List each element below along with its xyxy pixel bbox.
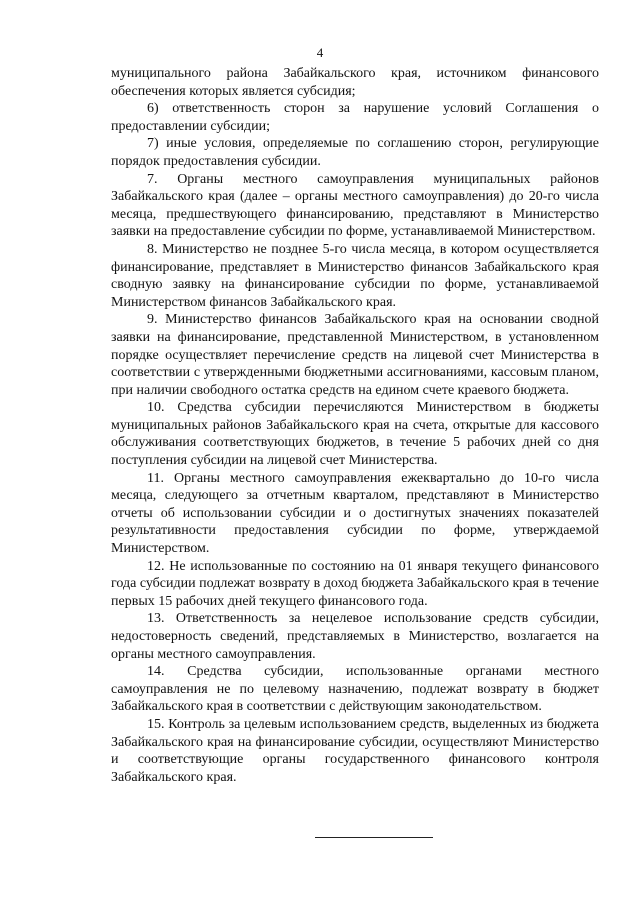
paragraph-13: 13. Ответственность за нецелевое использование средств субсидии, недостоверность сведений, представляемых в Министерство, возлагается на органы местного самоуправления. — [111, 611, 599, 662]
paragraph-continuation: муниципального района Забайкальского края, источником финансового обеспечения которых является субсидия; — [111, 66, 599, 99]
end-separator-line — [315, 837, 433, 838]
paragraph-item-7-other-conditions: 7) иные условия, определяемые по соглашению сторон, регулирующие порядок предоставления субсидии. — [111, 136, 599, 169]
paragraph-14: 14. Средства субсидии, использованные органами местного самоуправления не по целевому назначению, подлежат возврату в бюджет Забайкальского края в соответствии с действующим законодательством. — [111, 664, 599, 715]
paragraph-11: 11. Органы местного самоуправления ежеквартально до 10-го числа месяца, следующего за отчетным кварталом, представляют в Министерство отчеты об использовании субсидии и о достигнутых значениях показателей результативности предоставления субсидии по форме, утверждаемой Министерством. — [111, 470, 599, 557]
document-body — [111, 65, 599, 786]
paragraph-7: 7. Органы местного самоуправления муниципальных районов Забайкальского края (далее – органы местного самоуправления) до 20-го числа месяца, предшествующего финансированию, представляют в Министерство заявки на предоставление субсидии по форме, устанавливаемой Министерством. — [111, 171, 599, 240]
paragraph-15: 15. Контроль за целевым использованием средств, выделенных из бюджета Забайкальского края на финансирование субсидии, осуществляют Министерство и соответствующие органы государственного финансового контроля Забайкальского края. — [111, 716, 599, 785]
paragraph-12: 12. Не использованные по состоянию на 01 января текущего финансового года субсидии подлежат возврату в доход бюджета Забайкальского края в течение первых 15 рабочих дней текущего финансового года. — [111, 558, 599, 609]
paragraph-9: 9. Министерство финансов Забайкальского края на основании сводной заявки на финансирование, представленной Министерством, в установленном порядке осуществляет перечисление средств на лицевой счет Министерства в соответствии с утвержденными бюджетными ассигнованиями, кассовым планом, при наличии свободного остатка средств на едином счете краевого бюджета. — [111, 312, 599, 398]
page-number: 4 — [316, 45, 324, 60]
paragraph-item-6: 6) ответственность сторон за нарушение условий Соглашения о предоставлении субсидии; — [111, 101, 599, 134]
paragraph-8: 8. Министерство не позднее 5-го числа месяца, в котором осуществляется финансирование, представляет в Министерство финансов Забайкальского края сводную заявку на финансирование субсидии по форме, устанавливаемой Министерством финансов Забайкальского края. — [111, 241, 599, 310]
paragraph-10: 10. Средства субсидии перечисляются Министерством в бюджеты муниципальных районов Забайкальского края на счета, открытые для кассового обслуживания соответствующих бюджетов, в течение 5 рабочих дней со дня поступления субсидии на лицевой счет Министерства. — [111, 400, 599, 469]
